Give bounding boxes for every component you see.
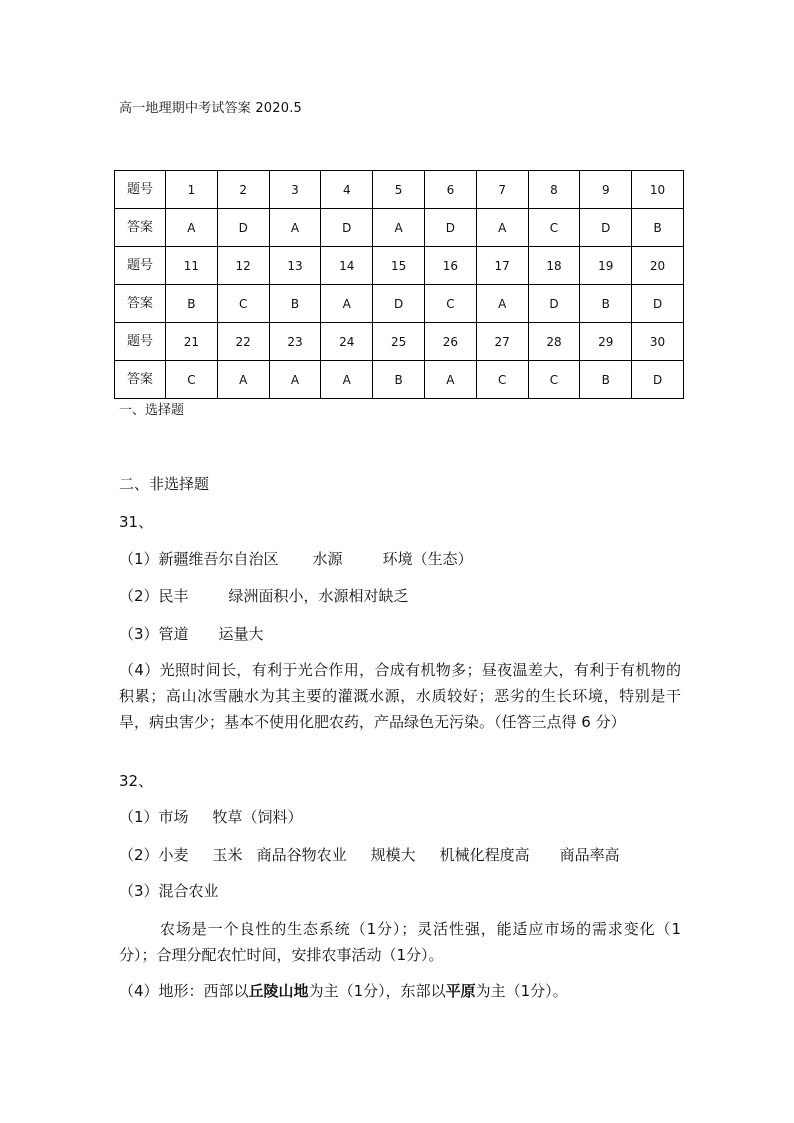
table-cell: 18 [528,247,580,285]
q32-a2-part3: 商品谷物农业 [256,846,347,864]
row-header: 题号 [115,171,166,209]
table-cell: A [269,209,321,247]
table-cell: 19 [580,247,632,285]
table-row [115,285,684,323]
table-cell: 9 [580,171,632,209]
table-cell: 22 [217,323,269,361]
table-cell: 20 [632,247,684,285]
q32-a4-part1: （4）地形：西部以 [119,982,249,1000]
q31-a3-label: （3）管道 [119,625,189,643]
table-cell: 24 [321,323,373,361]
table-cell: C [528,209,580,247]
table-cell: A [424,361,476,399]
q31-answer-3 [119,624,681,644]
table-cell: 1 [166,171,218,209]
q32-a4-bold1: 丘陵山地 [248,982,309,1000]
table-cell: A [476,285,528,323]
q32-a4-part3: 为主（1分）。 [475,982,568,1000]
table-cell: 2 [217,171,269,209]
table-cell: 27 [476,323,528,361]
q32-answer-4 [119,981,681,1001]
table-cell: 25 [373,323,425,361]
table-cell: 16 [424,247,476,285]
table-cell: D [217,209,269,247]
table-cell: 30 [632,323,684,361]
q31-a2-label: （2）民丰 [119,587,189,605]
table-cell: B [580,361,632,399]
table-cell: D [424,209,476,247]
q32-answer-3-detail: 农场是一个良性的生态系统（1分）；灵活性强，能适应市场的需求变化（1分）；合理分配农忙时间，安排农事活动（1分）。 [119,920,681,964]
table-cell: 13 [269,247,321,285]
table-cell: 29 [580,323,632,361]
q31-answer-2 [119,586,681,606]
table-cell: A [269,361,321,399]
q32-a2-part5: 机械化程度高 [439,846,530,864]
table-cell: D [632,285,684,323]
q32-a4-part2: 为主（1分），东部以 [308,982,446,1000]
table-cell: C [217,285,269,323]
table-row [115,209,684,247]
table-cell: C [528,361,580,399]
row-header: 答案 [115,285,166,323]
answer-table [114,170,684,399]
table-cell: 26 [424,323,476,361]
q32-answer-3: （3）混合农业 [119,882,219,900]
table-cell: D [580,209,632,247]
q31-a3-part2: 运量大 [218,625,264,643]
q32-answer-1 [119,807,681,827]
table-row [115,361,684,399]
row-header: 题号 [115,323,166,361]
table-cell: 12 [217,247,269,285]
table-cell: A [166,209,218,247]
table-cell: 28 [528,323,580,361]
table-cell: 11 [166,247,218,285]
table-cell: A [321,361,373,399]
table-cell: 4 [321,171,373,209]
table-cell: 17 [476,247,528,285]
table-cell: 3 [269,171,321,209]
table-cell: 21 [166,323,218,361]
table-cell: B [269,285,321,323]
table-cell: D [321,209,373,247]
q32-a2-part2: 玉米 [212,846,243,864]
table-cell: A [217,361,269,399]
q32-answer-2 [119,845,681,865]
table-cell: B [632,209,684,247]
table-cell: A [321,285,373,323]
q31-a2-part2: 绿洲面积小，水源相对缺乏 [228,587,409,605]
q32-a2-part4: 规模大 [370,846,416,864]
table-cell: B [580,285,632,323]
table-row [115,323,684,361]
table-row [115,247,684,285]
table-cell: C [476,361,528,399]
row-header: 题号 [115,247,166,285]
table-cell: B [166,285,218,323]
table-cell: D [373,285,425,323]
q31-answer-4: （4）光照时间长，有利于光合作用，合成有机物多；昼夜温差大，有利于有机物的积累；高山冰雪融水为其主要的灌溉水源，水质较好；恶劣的生长环境，特别是干旱，病虫害少；基本不使用化肥农药，产品绿色无污染。（任答三点得 6 分） [119,661,681,731]
q32-a1-part2: 牧草（饲料） [212,808,303,826]
table-cell: 10 [632,171,684,209]
table-cell: 8 [528,171,580,209]
section-nonchoice-label: 二、非选择题 [119,475,210,493]
q31-number: 31、 [119,513,154,531]
table-cell: 14 [321,247,373,285]
row-header: 答案 [115,361,166,399]
q32-a1-label: （1）市场 [119,808,189,826]
q31-a1-part2: 水源 [312,550,343,568]
table-cell: C [424,285,476,323]
q32-number: 32、 [119,772,154,790]
table-cell: C [166,361,218,399]
table-cell: A [476,209,528,247]
q31-a1-part3: 环境（生态） [382,550,473,568]
table-cell: 15 [373,247,425,285]
q32-a2-part6: 商品率高 [559,846,620,864]
table-cell: 23 [269,323,321,361]
table-cell: B [373,361,425,399]
q31-answer-1 [119,549,681,569]
table-cell: 7 [476,171,528,209]
table-cell: A [373,209,425,247]
q32-a2-label: （2）小麦 [119,846,189,864]
page-title: 高一地理期中考试答案 2020.5 [119,101,303,116]
q32-a4-bold2: 平原 [445,982,476,1000]
row-header: 答案 [115,209,166,247]
table-cell: D [528,285,580,323]
table-row [115,171,684,209]
section-choice-label: 一、选择题 [119,403,185,418]
table-cell: 5 [373,171,425,209]
q31-a1-label: （1）新疆维吾尔自治区 [119,550,279,568]
table-cell: D [632,361,684,399]
table-cell: 6 [424,171,476,209]
